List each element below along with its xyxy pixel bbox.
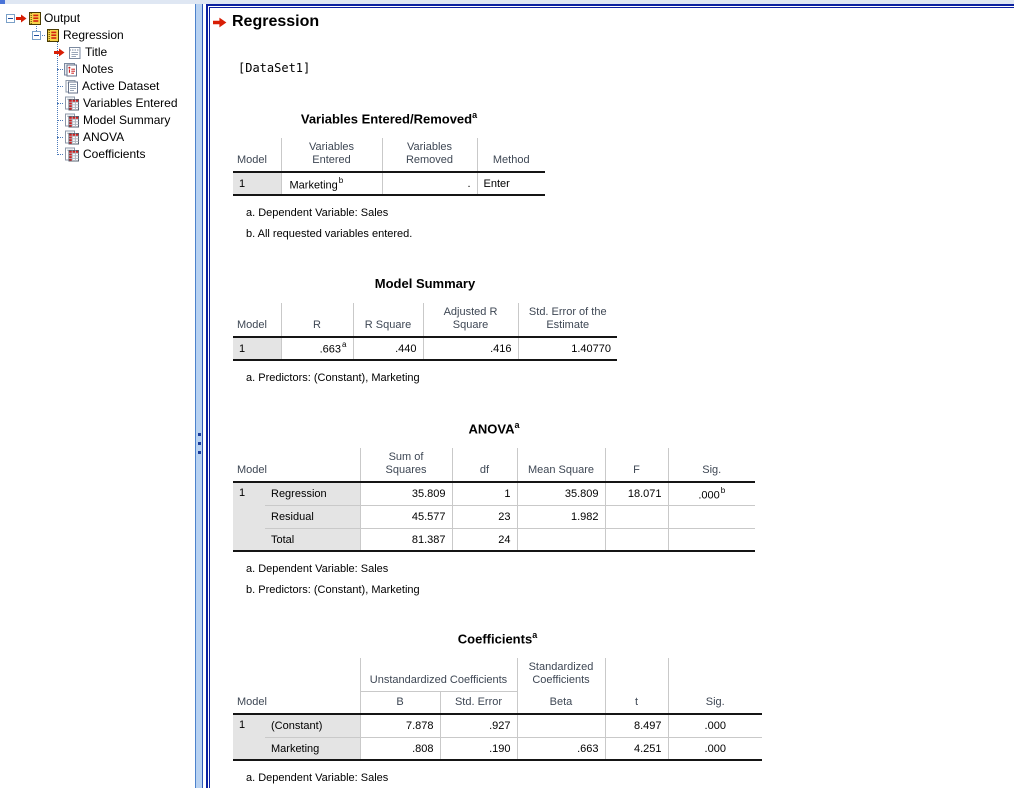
output-book-icon bbox=[27, 11, 42, 26]
table-cell: .416 bbox=[423, 337, 518, 360]
table-cell: 1 bbox=[233, 172, 281, 195]
column-header: Model bbox=[233, 138, 281, 172]
table-cell: 1.40770 bbox=[518, 337, 617, 360]
table-footnote: b. All requested variables entered. bbox=[246, 228, 413, 241]
table-cell bbox=[605, 528, 668, 551]
outline-tree-panel bbox=[0, 4, 195, 788]
table-cell: .000 bbox=[668, 714, 762, 737]
table-title: Variables Entered/Removed$^a$ bbox=[300, 110, 478, 127]
column-header: Sig. bbox=[668, 448, 755, 482]
sidebar-item-label: Coefficients bbox=[83, 147, 146, 161]
sidebar-item-output[interactable] bbox=[0, 10, 195, 27]
table-row bbox=[233, 528, 755, 551]
table-cell: .927 bbox=[440, 714, 517, 737]
table-cell: 1 bbox=[233, 714, 265, 760]
model-summary-table[interactable] bbox=[233, 303, 617, 361]
table-footnote: a. Dependent Variable: Sales bbox=[246, 563, 389, 576]
current-item-arrow-icon bbox=[16, 14, 27, 23]
table-cell: Marketing bbox=[265, 737, 360, 760]
table-footnote: a. Dependent Variable: Sales bbox=[246, 772, 389, 785]
table-cell: 7.878 bbox=[360, 714, 440, 737]
sidebar-item-anova[interactable] bbox=[0, 129, 195, 146]
table-cell: 24 bbox=[452, 528, 517, 551]
document-icon bbox=[64, 79, 79, 94]
column-header: Adjusted R Square bbox=[423, 303, 518, 337]
column-header: R Square bbox=[353, 303, 423, 337]
sidebar-item-coefficients[interactable] bbox=[0, 146, 195, 163]
table-cell: .190 bbox=[440, 737, 517, 760]
table-footnote: a. Dependent Variable: Sales bbox=[246, 207, 389, 220]
collapse-toggle[interactable] bbox=[32, 31, 41, 40]
anova-table[interactable] bbox=[233, 448, 755, 552]
sidebar-item-label: Variables Entered bbox=[83, 96, 178, 110]
table-cell: Regression bbox=[265, 482, 360, 505]
table-title: Coefficients$^a$ bbox=[457, 630, 538, 647]
sidebar-item-label: Active Dataset bbox=[82, 79, 160, 93]
sidebar-item-regression[interactable] bbox=[0, 27, 195, 44]
table-cell: .808 bbox=[360, 737, 440, 760]
table-cell: 18.071 bbox=[605, 482, 668, 505]
footnote-marker: a bbox=[514, 420, 520, 430]
coefficients-table-section bbox=[233, 628, 762, 788]
notes-page-icon bbox=[63, 62, 78, 77]
column-group-header bbox=[605, 658, 668, 691]
column-header: R bbox=[281, 303, 353, 337]
table-cell: (Constant) bbox=[265, 714, 360, 737]
table-icon bbox=[64, 113, 79, 128]
table-cell bbox=[668, 528, 755, 551]
output-book-icon bbox=[45, 28, 60, 43]
output-viewer-panel bbox=[206, 4, 1014, 788]
footnote-marker: a bbox=[532, 630, 538, 640]
table-row bbox=[233, 714, 762, 737]
table-cell: .440 bbox=[353, 337, 423, 360]
column-header: Variables Removed bbox=[382, 138, 477, 172]
sidebar-item-active-dataset[interactable] bbox=[0, 78, 195, 95]
coefficients-table[interactable] bbox=[233, 658, 762, 761]
column-header: Std. Error of the Estimate bbox=[518, 303, 617, 337]
splitter-grip bbox=[198, 433, 201, 436]
column-header: F bbox=[605, 448, 668, 482]
table-cell: 4.251 bbox=[605, 737, 668, 760]
variables-entered-table-section bbox=[233, 108, 545, 245]
column-header: Model bbox=[233, 448, 360, 482]
table-cell: 35.809 bbox=[360, 482, 452, 505]
column-group-header bbox=[668, 658, 762, 691]
table-cell: . bbox=[382, 172, 477, 195]
table-cell: Total bbox=[265, 528, 360, 551]
table-row bbox=[233, 505, 755, 528]
collapse-toggle[interactable] bbox=[6, 14, 15, 23]
sidebar-item-label: Model Summary bbox=[83, 113, 171, 127]
table-cell: .663$^a$ bbox=[281, 337, 353, 360]
title-page-icon bbox=[67, 45, 82, 60]
panel-splitter[interactable] bbox=[195, 4, 203, 788]
model-summary-table-section bbox=[233, 276, 617, 389]
variables-entered-table[interactable] bbox=[233, 138, 545, 196]
sidebar-item-title[interactable] bbox=[0, 44, 195, 61]
table-cell: 8.497 bbox=[605, 714, 668, 737]
column-header: Variables Entered bbox=[281, 138, 382, 172]
sidebar-item-model-summary[interactable] bbox=[0, 112, 195, 129]
column-header: Beta bbox=[517, 691, 605, 714]
table-footnote: b. Predictors: (Constant), Marketing bbox=[246, 584, 420, 597]
column-header: Model bbox=[233, 658, 360, 714]
column-header: Mean Square bbox=[517, 448, 605, 482]
footnote-marker: b bbox=[338, 175, 344, 185]
column-header: B bbox=[360, 691, 440, 714]
sidebar-item-variables-entered[interactable] bbox=[0, 95, 195, 112]
column-header: Sum of Squares bbox=[360, 448, 452, 482]
table-cell: 23 bbox=[452, 505, 517, 528]
column-header: t bbox=[605, 691, 668, 714]
footnote-marker: a bbox=[472, 110, 478, 120]
table-cell: .000$^b$ bbox=[668, 482, 755, 505]
table-title: Model Summary bbox=[374, 276, 476, 291]
sidebar-item-notes[interactable] bbox=[0, 61, 195, 78]
table-cell: 1 bbox=[452, 482, 517, 505]
sidebar-item-label: Title bbox=[85, 45, 108, 59]
current-item-arrow-icon bbox=[54, 48, 65, 57]
table-cell: .000 bbox=[668, 737, 762, 760]
table-cell bbox=[605, 505, 668, 528]
table-cell: Enter bbox=[477, 172, 545, 195]
table-cell bbox=[517, 714, 605, 737]
splitter-grip bbox=[198, 451, 201, 454]
table-cell: Residual bbox=[265, 505, 360, 528]
table-icon bbox=[64, 147, 79, 162]
table-title: ANOVA$^a$ bbox=[468, 420, 520, 437]
sidebar-item-label: Notes bbox=[82, 62, 114, 76]
sidebar-item-label: ANOVA bbox=[83, 130, 125, 144]
table-row bbox=[233, 482, 755, 505]
dataset-label: [DataSet1] bbox=[238, 61, 311, 75]
splitter-grip bbox=[198, 442, 201, 445]
table-icon bbox=[64, 96, 79, 111]
column-header: Sig. bbox=[668, 691, 762, 714]
footnote-marker: b bbox=[720, 485, 726, 495]
table-cell bbox=[668, 505, 755, 528]
table-cell: 81.387 bbox=[360, 528, 452, 551]
column-group-header: Unstandardized Coefficients bbox=[360, 658, 517, 691]
column-group-header: Standardized Coefficients bbox=[517, 658, 605, 691]
column-header: Model bbox=[233, 303, 281, 337]
table-icon bbox=[64, 130, 79, 145]
footnote-marker: a bbox=[342, 340, 347, 350]
anova-table-section bbox=[233, 418, 755, 601]
table-cell: 1 bbox=[233, 482, 265, 551]
table-cell: 35.809 bbox=[517, 482, 605, 505]
table-cell: 45.577 bbox=[360, 505, 452, 528]
page-title: Regression bbox=[232, 13, 320, 30]
heading-arrow-icon bbox=[213, 17, 227, 28]
table-cell: Marketing$^b$ bbox=[281, 172, 382, 195]
column-header: Method bbox=[477, 138, 545, 172]
table-cell: 1 bbox=[233, 337, 281, 360]
table-cell: .663 bbox=[517, 737, 605, 760]
table-row bbox=[233, 737, 762, 760]
column-header: df bbox=[452, 448, 517, 482]
output-viewer-content bbox=[209, 7, 1014, 788]
table-cell bbox=[517, 528, 605, 551]
column-header: Std. Error bbox=[440, 691, 517, 714]
sidebar-item-label: Regression bbox=[63, 28, 124, 42]
table-footnote: a. Predictors: (Constant), Marketing bbox=[246, 372, 420, 384]
table-cell: 1.982 bbox=[517, 505, 605, 528]
sidebar-item-label: Output bbox=[44, 11, 81, 25]
